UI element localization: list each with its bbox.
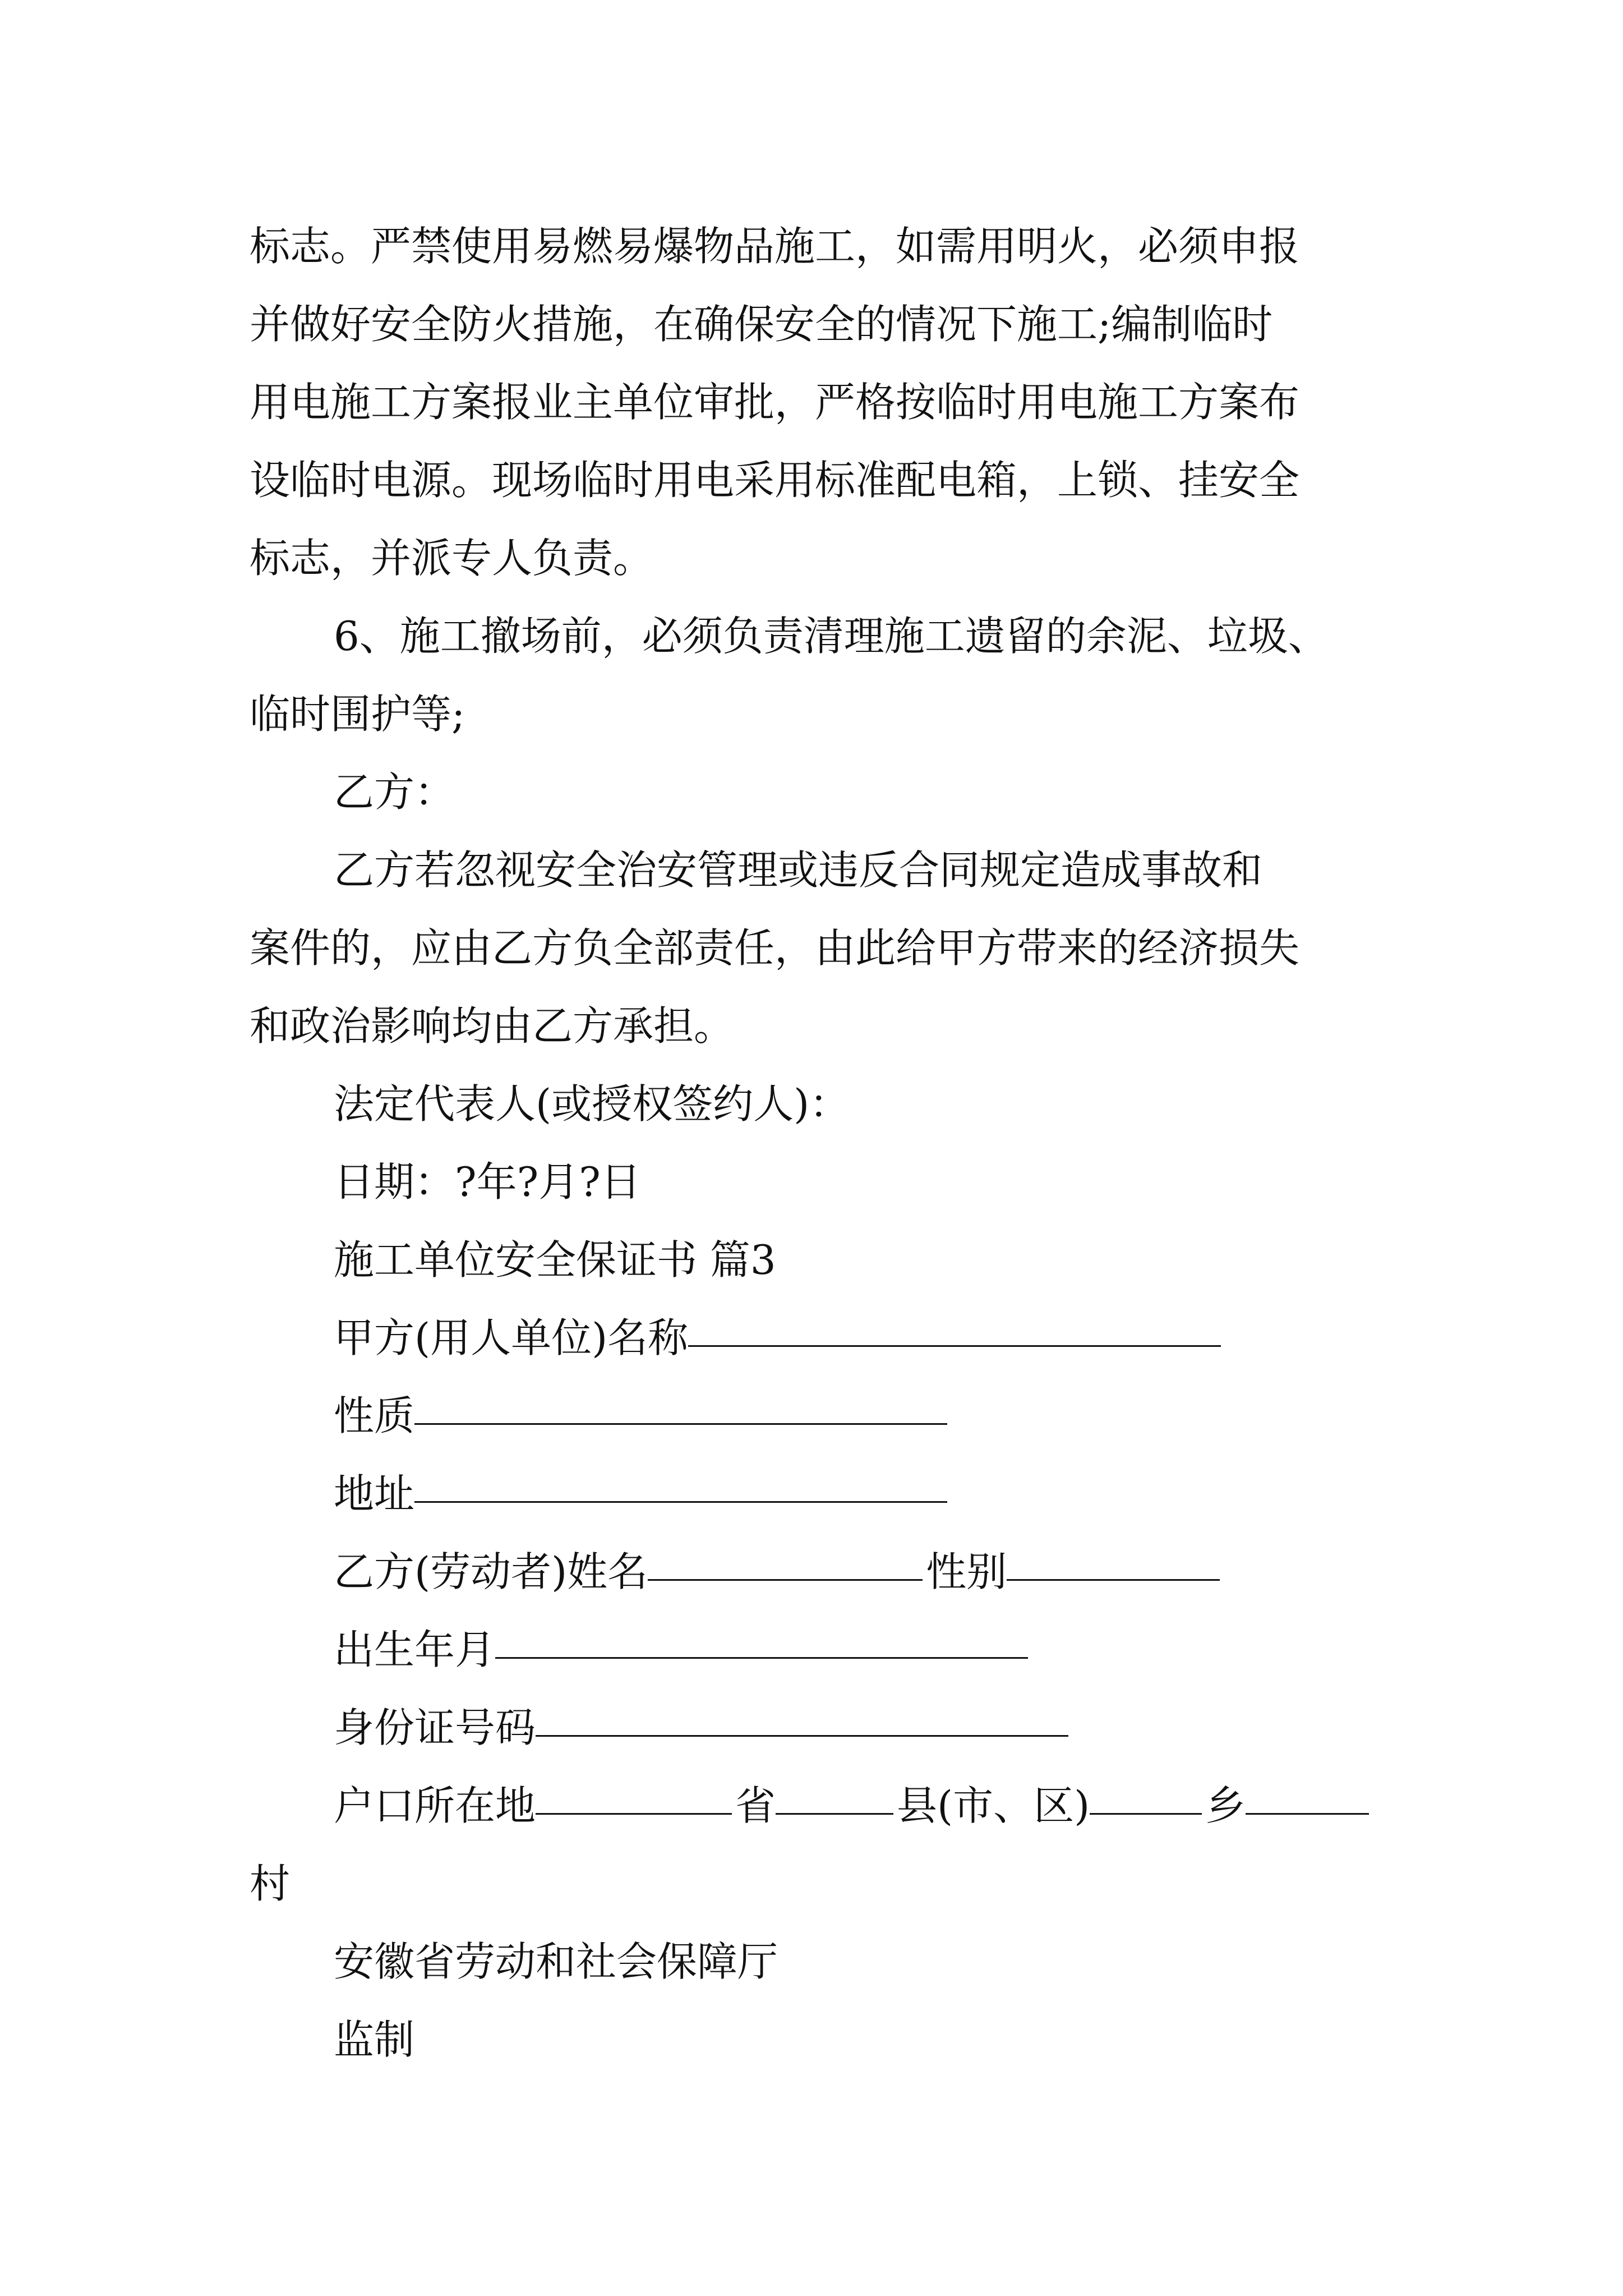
date-line: 日期：?年?月?日 <box>334 1158 641 1205</box>
party-b-text-line: 案件的，应由乙方负全部责任，由此给甲方带来的经济损失 <box>250 924 1300 972</box>
address-row <box>250 1455 1377 1533</box>
nature-label: 性质 <box>334 1392 415 1439</box>
worker-name-field[interactable] <box>648 1533 923 1581</box>
province-label: 省 <box>735 1782 776 1829</box>
birth-row <box>250 1611 1377 1689</box>
worker-name-row <box>250 1533 1377 1611</box>
gender-label: 性别 <box>926 1548 1007 1595</box>
text-line: 并做好安全防火措施，在确保安全的情况下施工;编制临时 <box>250 301 1273 348</box>
issuer-name: 安徽省劳动和社会保障厅 <box>334 1938 778 1985</box>
id-number-field[interactable] <box>536 1689 1068 1737</box>
nature-row <box>250 1377 1377 1455</box>
address-field[interactable] <box>414 1455 947 1503</box>
worker-name-label: 乙方(劳动者)姓名 <box>334 1548 648 1595</box>
residence-label: 户口所在地 <box>334 1782 536 1829</box>
county-label: 县(市、区) <box>897 1782 1090 1829</box>
section-title: 施工单位安全保证书 篇3 <box>334 1236 776 1283</box>
village-label: 村 <box>250 1860 291 1907</box>
birth-field[interactable] <box>495 1611 1028 1659</box>
gender-field[interactable] <box>1007 1533 1220 1581</box>
province-field[interactable] <box>536 1767 732 1815</box>
supervision-label: 监制 <box>334 2016 415 2063</box>
employer-name-field[interactable] <box>688 1299 1221 1347</box>
text-line: 标志。严禁使用易燃易爆物品施工，如需用明火，必须申报 <box>250 223 1300 270</box>
residence-row <box>250 1767 1377 1845</box>
county-field[interactable] <box>776 1767 893 1815</box>
district-field[interactable] <box>1090 1767 1202 1815</box>
address-label: 地址 <box>334 1470 415 1517</box>
party-b-heading: 乙方： <box>334 769 455 816</box>
text-line: 用电施工方案报业主单位审批，严格按临时用电施工方案布 <box>250 379 1300 426</box>
party-b-text-line: 乙方若忽视安全治安管理或违反合同规定造成事故和 <box>334 846 1263 894</box>
birth-label: 出生年月 <box>334 1626 496 1673</box>
id-number-row <box>250 1689 1377 1767</box>
text-line: 标志，并派专人负责。 <box>250 535 654 582</box>
text-line: 设临时电源。现场临时用电采用标准配电箱，上锁、挂安全 <box>250 457 1300 504</box>
town-field[interactable] <box>1246 1767 1369 1815</box>
legal-representative-label: 法定代表人(或授权签约人)： <box>334 1080 850 1128</box>
item-6-line: 临时围护等; <box>250 691 465 738</box>
employer-name-label: 甲方(用人单位)名称 <box>334 1314 689 1361</box>
id-number-label: 身份证号码 <box>334 1704 536 1751</box>
nature-field[interactable] <box>414 1377 947 1425</box>
town-label: 乡 <box>1205 1782 1246 1829</box>
document-body <box>250 208 1377 2079</box>
employer-name-row <box>250 1299 1377 1377</box>
party-b-text-line: 和政治影响均由乙方承担。 <box>250 1002 735 1050</box>
item-6-line: 6、施工撤场前，必须负责清理施工遗留的余泥、垃圾、 <box>334 613 1329 660</box>
